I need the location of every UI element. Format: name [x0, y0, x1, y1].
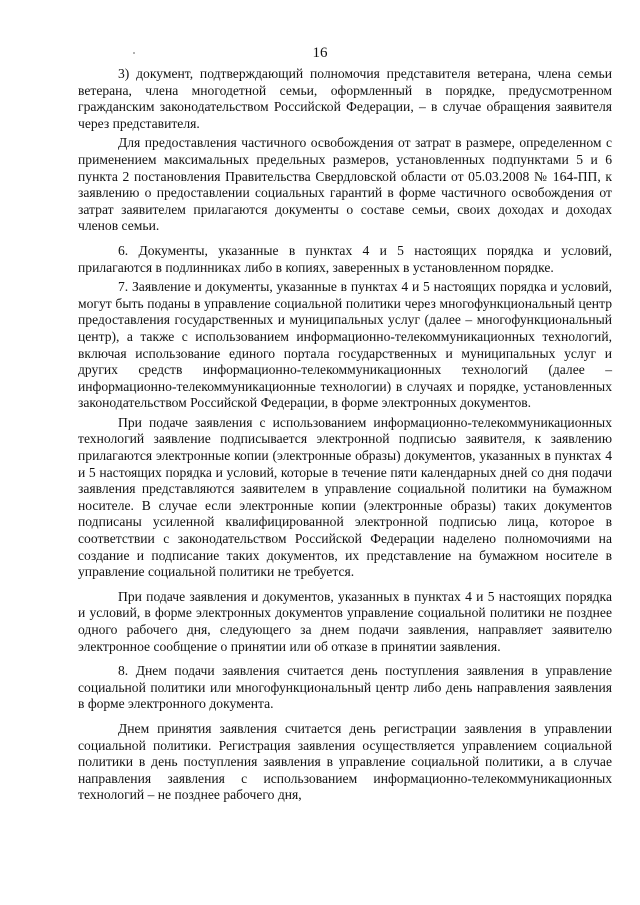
page-number: 16	[312, 45, 328, 61]
paragraph-acceptance-day: Днем принятия заявления считается день регистрации заявления в управлении социальной политики. Регистрация заявления осуществляется управлением социальной политики в день поступления заявления в управление социальной политики, а в случае направления заявления с использованием информационно-телекоммуникационных технологий – не позднее рабочего дня,	[78, 720, 612, 803]
paragraph-item-3-representative-document: 3) документ, подтверждающий полномочия представителя ветерана, члена семьи ветерана, члена многодетной семьи, оформленный в порядке, предусмотренном гражданским законодательством Российской Федерации, – в случае обращения заявителя через представителя.	[78, 66, 612, 131]
paragraph-electronic-signature: При подаче заявления с использованием информационно-телекоммуникационных технологий заявление подписывается электронной подписью заявителя, к заявлению прилагаются электронные копии (электронные образы) документов, указанных в пунктах 4 и 5 настоящих порядка и условий, которые в течение пяти календарных дней со дня подачи заявления представляются заявителем в управление социальной политики на бумажном носителе. В случае если электронные копии (электронные образы) таких документов подписаны усиленной квалифицированной электронной подписью лица, которое в соответствии с законодательством Российской Федерации наделено полномочиями на создание и подписание таких документов, их представление на бумажном носителе в управление социальной политики не требуется.	[78, 414, 612, 580]
document-body	[78, 66, 612, 812]
paragraph-8-submission-day: 8. Днем подачи заявления считается день поступления заявления в управление социальной политики или многофункциональный центр либо день направления заявления в форме электронного документа.	[78, 663, 612, 712]
paragraph-7-submission-methods: 7. Заявление и документы, указанные в пунктах 4 и 5 настоящих порядка и условий, могут быть поданы в управление социальной политики через многофункциональный центр предоставления государственных и муниципальных услуг (далее – многофункциональный центр), а также с использованием информационно-телекоммуникационных технологий, включая использование единого портала государственных и муниципальных услуг и других средств информационно-телекоммуникационных технологий (далее – информационно-телекоммуникационные технологии) в случаях и порядке, установленных законодательством Российской Федерации, в форме электронных документов.	[78, 279, 612, 411]
paragraph-6-originals-or-copies: 6. Документы, указанные в пунктах 4 и 5 настоящих порядка и условий, прилагаются в подлинниках либо в копиях, заверенных в установленном порядке.	[78, 242, 612, 275]
paragraph-electronic-notification: При подаче заявления и документов, указанных в пунктах 4 и 5 настоящих порядка и условий, в форме электронных документов управление социальной политики не позднее одного рабочего дня, следующего за днем подачи заявления, направляет заявителю электронное сообщение о принятии или об отказе в принятии заявления.	[78, 588, 612, 654]
paragraph-partial-exemption-documents: Для предоставления частичного освобождения от затрат в размере, определенном с применением максимальных предельных размеров, установленных подпунктами 5 и 6 пункта 2 постановления Правительства Свердловской области от 05.03.2008 № 164-ПП, к заявлению о предоставлении социальных гарантий в форме частичного освобождения от затрат заявителем прилагаются документы о составе семьи, своих доходах и доходах членов семьи.	[78, 135, 612, 234]
